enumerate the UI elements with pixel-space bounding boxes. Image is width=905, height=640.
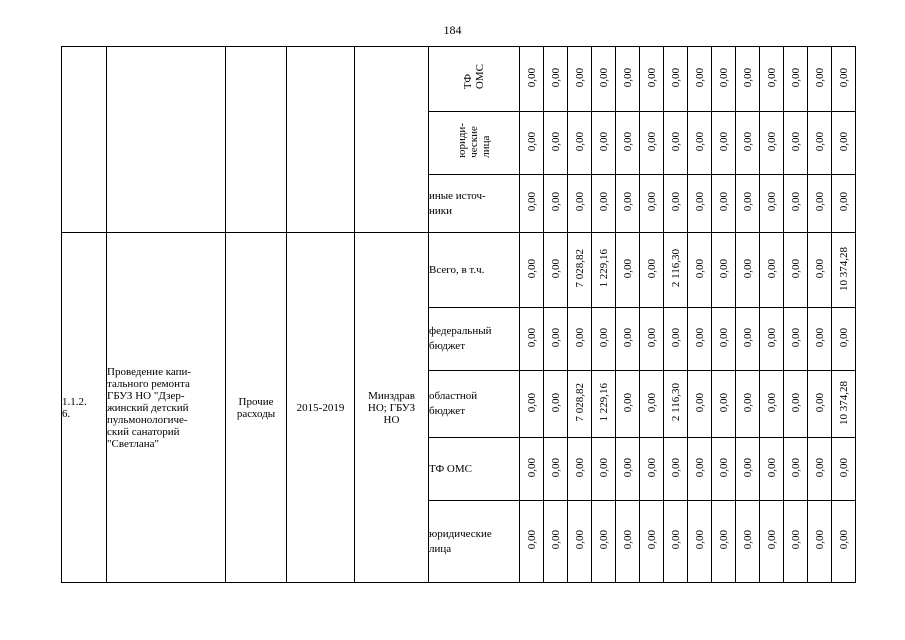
budget-table: [61, 46, 856, 583]
value-text: 0,00: [645, 457, 658, 478]
funding-source: областной бюджет: [429, 371, 520, 438]
value-cell: [520, 501, 544, 583]
value-cell: [592, 501, 616, 583]
value-cell: [712, 175, 736, 233]
period: 2015-2019: [287, 233, 355, 583]
value-cell: [832, 112, 856, 175]
value-cell: [736, 501, 760, 583]
value-cell: [664, 438, 688, 501]
page-number: 184: [443, 23, 462, 37]
value-text: 0,00: [621, 530, 634, 550]
value-text: 0,00: [741, 392, 754, 413]
value-text: 0,00: [549, 327, 562, 348]
value-cell: [784, 175, 808, 233]
value-cell: [808, 371, 832, 438]
value-text: 0,00: [549, 530, 562, 550]
value-text: 0,00: [741, 327, 754, 348]
value-text: 1 229,16: [597, 249, 610, 288]
value-text: 0,00: [837, 131, 850, 152]
value-text: 0,00: [525, 67, 538, 88]
value-text: 0,00: [717, 192, 730, 212]
value-text: 0,00: [597, 327, 610, 348]
value-cell: [712, 371, 736, 438]
value-cell: [808, 233, 832, 308]
value-text: 0,00: [813, 457, 826, 478]
value-text: 0,00: [813, 530, 826, 550]
value-cell: [832, 47, 856, 112]
value-cell: [544, 47, 568, 112]
value-text: 0,00: [789, 131, 802, 152]
value-cell: [568, 501, 592, 583]
value-cell: [784, 112, 808, 175]
value-text: 0,00: [573, 457, 586, 478]
value-text: 0,00: [645, 67, 658, 88]
value-cell: [832, 233, 856, 308]
value-text: 0,00: [597, 67, 610, 88]
value-cell: [520, 308, 544, 371]
value-text: 0,00: [621, 457, 634, 478]
value-text: 0,00: [789, 457, 802, 478]
value-cell: [592, 308, 616, 371]
value-text: 0,00: [693, 530, 706, 550]
funding-source: ТФ ОМС: [429, 438, 520, 501]
value-cell: [592, 175, 616, 233]
value-text: 0,00: [693, 327, 706, 348]
value-cell: [760, 175, 784, 233]
value-text: 0,00: [645, 530, 658, 550]
value-cell: [760, 308, 784, 371]
value-cell: [568, 308, 592, 371]
value-cell: [544, 233, 568, 308]
value-text: 0,00: [717, 392, 730, 413]
value-text: 0,00: [645, 258, 658, 279]
value-cell: [544, 501, 568, 583]
value-cell: [712, 501, 736, 583]
value-text: 0,00: [765, 131, 778, 152]
value-cell: [592, 47, 616, 112]
period: [287, 47, 355, 233]
value-text: 1 229,16: [597, 383, 610, 422]
value-cell: [640, 47, 664, 112]
value-text: 0,00: [645, 192, 658, 212]
item-name: [107, 47, 226, 233]
value-cell: [832, 501, 856, 583]
funding-source: юридические лица: [429, 501, 520, 583]
value-text: 0,00: [813, 131, 826, 152]
value-cell: [760, 501, 784, 583]
value-text: 2 116,30: [669, 249, 682, 288]
value-cell: [712, 438, 736, 501]
value-text: 0,00: [765, 457, 778, 478]
value-cell: [664, 112, 688, 175]
executor: [355, 47, 429, 233]
table-row: [62, 233, 856, 308]
value-text: 0,00: [549, 457, 562, 478]
value-cell: [640, 371, 664, 438]
value-cell: [664, 371, 688, 438]
value-cell: [520, 371, 544, 438]
funding-source-label: юриди- ческие лица: [456, 123, 492, 158]
value-text: 0,00: [645, 327, 658, 348]
value-text: 0,00: [669, 131, 682, 152]
value-cell: [640, 175, 664, 233]
value-cell: [688, 308, 712, 371]
value-cell: [688, 371, 712, 438]
value-text: 0,00: [525, 327, 538, 348]
value-text: 0,00: [525, 131, 538, 152]
value-cell: [568, 175, 592, 233]
value-text: 0,00: [693, 192, 706, 212]
value-cell: [664, 175, 688, 233]
value-text: 2 116,30: [669, 383, 682, 422]
value-text: 0,00: [765, 530, 778, 550]
expense-type: [226, 47, 287, 233]
value-text: 0,00: [717, 530, 730, 550]
value-text: 0,00: [525, 258, 538, 279]
value-cell: [640, 438, 664, 501]
value-cell: [544, 308, 568, 371]
value-text: 0,00: [837, 530, 850, 550]
value-text: 0,00: [765, 258, 778, 279]
value-cell: [520, 438, 544, 501]
value-cell: [616, 175, 640, 233]
funding-source: федеральный бюджет: [429, 308, 520, 371]
value-text: 0,00: [789, 192, 802, 212]
value-text: 0,00: [525, 192, 538, 212]
value-text: 0,00: [837, 327, 850, 348]
value-cell: [760, 233, 784, 308]
value-text: 0,00: [837, 457, 850, 478]
value-cell: [664, 47, 688, 112]
value-text: 0,00: [621, 67, 634, 88]
value-text: 0,00: [765, 67, 778, 88]
value-text: 0,00: [573, 192, 586, 212]
value-cell: [832, 308, 856, 371]
value-cell: [520, 47, 544, 112]
value-text: 0,00: [669, 67, 682, 88]
value-cell: [760, 112, 784, 175]
value-text: 0,00: [717, 327, 730, 348]
value-text: 0,00: [573, 327, 586, 348]
value-cell: [808, 112, 832, 175]
value-cell: [832, 371, 856, 438]
value-cell: [760, 371, 784, 438]
value-text: 0,00: [573, 67, 586, 88]
value-cell: [616, 233, 640, 308]
value-cell: [616, 308, 640, 371]
value-text: 0,00: [597, 457, 610, 478]
value-cell: [616, 112, 640, 175]
value-text: 0,00: [669, 327, 682, 348]
value-text: 0,00: [549, 192, 562, 212]
value-cell: [544, 438, 568, 501]
value-cell: [808, 308, 832, 371]
value-text: 0,00: [765, 392, 778, 413]
value-cell: [712, 233, 736, 308]
value-text: 0,00: [765, 192, 778, 212]
value-cell: [736, 371, 760, 438]
value-text: 0,00: [717, 131, 730, 152]
value-text: 0,00: [741, 67, 754, 88]
value-text: 0,00: [669, 530, 682, 550]
value-cell: [616, 47, 640, 112]
value-cell: [832, 438, 856, 501]
value-cell: [664, 308, 688, 371]
value-text: 0,00: [813, 327, 826, 348]
value-text: 0,00: [549, 258, 562, 279]
value-text: 0,00: [837, 192, 850, 212]
value-cell: [520, 175, 544, 233]
value-text: 0,00: [693, 392, 706, 413]
value-cell: [736, 47, 760, 112]
value-cell: [688, 112, 712, 175]
value-text: 0,00: [621, 258, 634, 279]
value-text: 0,00: [621, 392, 634, 413]
value-text: 0,00: [693, 67, 706, 88]
value-text: 0,00: [645, 392, 658, 413]
value-cell: [664, 233, 688, 308]
value-cell: [592, 371, 616, 438]
funding-source: [429, 47, 520, 112]
value-cell: [736, 233, 760, 308]
value-text: 0,00: [573, 530, 586, 550]
funding-source: Всего, в т.ч.: [429, 233, 520, 308]
value-cell: [568, 112, 592, 175]
value-cell: [592, 438, 616, 501]
value-text: 0,00: [717, 457, 730, 478]
value-text: 0,00: [645, 131, 658, 152]
value-text: 0,00: [741, 192, 754, 212]
value-text: 0,00: [693, 457, 706, 478]
funding-source: [429, 112, 520, 175]
value-text: 0,00: [621, 327, 634, 348]
value-cell: [784, 233, 808, 308]
value-cell: [832, 175, 856, 233]
table-row: [62, 47, 856, 112]
value-text: 10 374,28: [837, 246, 850, 291]
value-text: 0,00: [741, 131, 754, 152]
value-cell: [592, 233, 616, 308]
value-cell: [736, 438, 760, 501]
value-cell: [544, 371, 568, 438]
value-cell: [568, 371, 592, 438]
value-text: 0,00: [813, 67, 826, 88]
value-text: 0,00: [525, 392, 538, 413]
value-text: 0,00: [789, 392, 802, 413]
value-cell: [760, 438, 784, 501]
value-text: 0,00: [597, 530, 610, 550]
value-cell: [544, 175, 568, 233]
value-text: 0,00: [837, 67, 850, 88]
value-cell: [592, 112, 616, 175]
value-cell: [568, 233, 592, 308]
value-text: 0,00: [669, 457, 682, 478]
value-text: 0,00: [789, 530, 802, 550]
value-text: 7 028,82: [573, 383, 586, 422]
value-text: 0,00: [741, 258, 754, 279]
value-cell: [808, 438, 832, 501]
value-cell: [784, 308, 808, 371]
executor: Минздрав НО; ГБУЗ НО: [355, 233, 429, 583]
value-cell: [520, 112, 544, 175]
value-cell: [688, 438, 712, 501]
value-cell: [736, 175, 760, 233]
value-cell: [640, 308, 664, 371]
value-text: 0,00: [813, 392, 826, 413]
value-text: 0,00: [693, 258, 706, 279]
value-cell: [544, 112, 568, 175]
item-number: [62, 47, 107, 233]
value-cell: [616, 371, 640, 438]
value-text: 0,00: [525, 530, 538, 550]
value-text: 0,00: [621, 131, 634, 152]
value-text: 7 028,82: [573, 249, 586, 288]
value-text: 0,00: [741, 530, 754, 550]
value-cell: [784, 501, 808, 583]
value-text: 10 374,28: [837, 380, 850, 425]
value-text: 0,00: [621, 192, 634, 212]
value-cell: [808, 175, 832, 233]
value-text: 0,00: [573, 131, 586, 152]
value-cell: [688, 175, 712, 233]
value-cell: [712, 47, 736, 112]
value-cell: [640, 501, 664, 583]
value-cell: [784, 47, 808, 112]
value-text: 0,00: [525, 457, 538, 478]
value-cell: [616, 501, 640, 583]
value-cell: [760, 47, 784, 112]
value-text: 0,00: [813, 258, 826, 279]
item-number: 1.1.2. 6.: [62, 233, 107, 583]
value-cell: [712, 308, 736, 371]
value-cell: [640, 112, 664, 175]
value-cell: [808, 501, 832, 583]
value-text: 0,00: [789, 258, 802, 279]
funding-source: иные источ- ники: [429, 175, 520, 233]
value-cell: [520, 233, 544, 308]
value-text: 0,00: [741, 457, 754, 478]
value-text: 0,00: [597, 192, 610, 212]
funding-source-label: ТФ ОМС: [462, 63, 486, 90]
value-cell: [712, 112, 736, 175]
value-text: 0,00: [789, 327, 802, 348]
value-cell: [736, 308, 760, 371]
value-cell: [616, 438, 640, 501]
value-cell: [664, 501, 688, 583]
value-text: 0,00: [549, 131, 562, 152]
value-cell: [784, 371, 808, 438]
value-cell: [688, 501, 712, 583]
value-cell: [736, 112, 760, 175]
value-text: 0,00: [549, 392, 562, 413]
value-cell: [808, 47, 832, 112]
value-text: 0,00: [813, 192, 826, 212]
value-cell: [784, 438, 808, 501]
value-text: 0,00: [765, 327, 778, 348]
value-cell: [688, 47, 712, 112]
item-name: Проведение капи- тального ремонта ГБУЗ НО "Дзер- жинский детский пульмонологиче- ский санаторий "Светлана": [107, 233, 226, 583]
value-cell: [568, 438, 592, 501]
value-text: 0,00: [549, 67, 562, 88]
value-cell: [688, 233, 712, 308]
value-text: 0,00: [789, 67, 802, 88]
value-text: 0,00: [693, 131, 706, 152]
value-text: 0,00: [597, 131, 610, 152]
value-text: 0,00: [717, 258, 730, 279]
value-cell: [568, 47, 592, 112]
value-text: 0,00: [669, 192, 682, 212]
value-text: 0,00: [717, 67, 730, 88]
expense-type: Прочие расходы: [226, 233, 287, 583]
value-cell: [640, 233, 664, 308]
